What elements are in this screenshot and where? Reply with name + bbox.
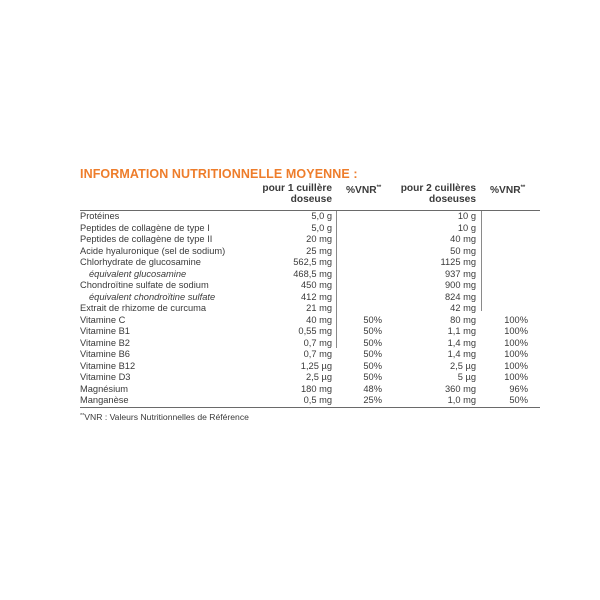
amount-two-scoops: 10 g <box>457 222 476 233</box>
amount-one-scoop: 25 mg <box>306 245 332 256</box>
amount-two-scoops: 900 mg <box>444 280 476 290</box>
amount-two-scoops: 50 mg <box>450 245 476 256</box>
amount-one-scoop: 21 mg <box>306 303 332 313</box>
vnr-one-scoop: 50% <box>363 349 382 359</box>
amount-two-scoops: 40 mg <box>450 234 476 244</box>
amount-one-scoop: 412 mg <box>300 291 332 302</box>
header-one-scoop <box>262 183 332 205</box>
header-vnr-one-sup: ** <box>376 185 382 191</box>
vnr-two-scoops: 100% <box>504 349 528 359</box>
vnr-one-scoop: 50% <box>363 326 382 336</box>
table-row <box>80 292 540 304</box>
vnr-one-scoop: 50% <box>363 314 382 325</box>
header-two-scoops-line2: doseuses <box>429 194 476 205</box>
header-vnr-two <box>490 183 525 196</box>
table-row <box>80 303 540 315</box>
nutrient-name: Protéines <box>80 211 120 221</box>
header-one-scoop-line2: doseuse <box>290 194 332 205</box>
amount-one-scoop: 450 mg <box>300 280 332 290</box>
amount-two-scoops: 1,4 mg <box>447 337 476 348</box>
table-row <box>80 246 540 258</box>
nutrient-name: Peptides de collagène de type I <box>80 222 210 233</box>
table-row <box>80 338 540 350</box>
amount-two-scoops: 1,1 mg <box>447 326 476 336</box>
amount-one-scoop: 40 mg <box>306 314 332 325</box>
vnr-one-scoop: 50% <box>363 372 382 382</box>
amount-one-scoop: 468,5 mg <box>293 268 332 279</box>
nutrient-name: Peptides de collagène de type II <box>80 234 213 244</box>
table-row <box>80 315 540 327</box>
vnr-two-scoops: 100% <box>504 314 528 325</box>
amount-two-scoops: 1125 mg <box>440 257 476 267</box>
amount-one-scoop: 5,0 g <box>311 211 332 221</box>
table-row <box>80 280 540 292</box>
nutrient-name: équivalent chondroïtine sulfate <box>89 291 216 302</box>
amount-two-scoops: 5 µg <box>457 372 476 382</box>
header-vnr-one-label: %VNR <box>346 185 377 196</box>
footnote-sup: ** <box>80 412 85 419</box>
vnr-one-scoop: 25% <box>363 395 382 405</box>
vnr-one-scoop: 50% <box>363 360 382 371</box>
nutrient-name: Chlorhydrate de glucosamine <box>80 257 201 267</box>
vnr-two-scoops: 100% <box>504 337 528 348</box>
amount-one-scoop: 0,5 mg <box>303 395 332 405</box>
amount-one-scoop: 1,25 µg <box>300 360 332 371</box>
table-body <box>80 210 540 407</box>
table-row <box>80 384 540 396</box>
header-vnr-one <box>346 183 381 196</box>
nutrient-name: Vitamine B1 <box>80 326 130 336</box>
amount-two-scoops: 937 mg <box>444 268 476 279</box>
header-one-scoop-line1: pour 1 cuillère <box>262 183 332 194</box>
nutrient-name: Chondroïtine sulfate de sodium <box>80 280 209 290</box>
panel-title: INFORMATION NUTRITIONNELLE MOYENNE : <box>80 167 358 181</box>
footnote <box>80 412 540 422</box>
header-two-scoops <box>401 183 476 205</box>
vnr-two-scoops: 100% <box>504 360 528 371</box>
table-bottom-rule <box>80 407 540 408</box>
table-row <box>80 211 540 223</box>
amount-one-scoop: 5,0 g <box>311 222 332 233</box>
vnr-two-scoops: 50% <box>509 395 528 405</box>
amount-two-scoops: 1,0 mg <box>447 395 476 405</box>
nutrient-name: équivalent glucosamine <box>89 268 187 279</box>
amount-one-scoop: 0,7 mg <box>303 349 332 359</box>
amount-two-scoops: 10 g <box>457 211 476 221</box>
amount-two-scoops: 42 mg <box>450 303 476 313</box>
table-row <box>80 234 540 246</box>
amount-two-scoops: 824 mg <box>444 291 476 302</box>
amount-two-scoops: 80 mg <box>450 314 476 325</box>
table-header <box>80 183 540 210</box>
amount-one-scoop: 0,55 mg <box>298 326 332 336</box>
amount-two-scoops: 2,5 µg <box>449 360 476 371</box>
nutrient-name: Vitamine D3 <box>80 372 131 382</box>
table-row <box>80 223 540 235</box>
header-vnr-two-label: %VNR <box>490 185 521 196</box>
amount-one-scoop: 562,5 mg <box>293 257 332 267</box>
nutrient-name: Vitamine B2 <box>80 337 130 348</box>
vnr-two-scoops: 96% <box>509 383 528 394</box>
table-row <box>80 257 540 269</box>
nutrient-name: Vitamine C <box>80 314 126 325</box>
nutrition-panel <box>80 167 540 422</box>
nutrient-name: Magnésium <box>80 383 129 394</box>
amount-one-scoop: 0,7 mg <box>303 337 332 348</box>
amount-two-scoops: 360 mg <box>444 383 476 394</box>
table-row <box>80 361 540 373</box>
vnr-one-scoop: 50% <box>363 337 382 348</box>
nutrient-name: Vitamine B6 <box>80 349 130 359</box>
table-row <box>80 395 540 407</box>
vnr-one-scoop: 48% <box>363 383 382 394</box>
header-two-scoops-line1: pour 2 cuillères <box>400 183 476 194</box>
nutrient-name: Vitamine B12 <box>80 360 136 371</box>
vnr-two-scoops: 100% <box>504 372 528 382</box>
amount-two-scoops: 1,4 mg <box>447 349 476 359</box>
vnr-two-scoops: 100% <box>504 326 528 336</box>
table-row <box>80 326 540 338</box>
nutrient-name: Manganèse <box>80 395 129 405</box>
header-vnr-two-sup: ** <box>520 185 526 191</box>
amount-one-scoop: 180 mg <box>300 383 332 394</box>
footnote-text: VNR : Valeurs Nutritionnelles de Référence <box>84 411 249 422</box>
nutrient-name: Acide hyaluronique (sel de sodium) <box>80 245 226 256</box>
table-row <box>80 372 540 384</box>
amount-one-scoop: 20 mg <box>306 234 332 244</box>
amount-one-scoop: 2,5 µg <box>305 372 332 382</box>
table-row <box>80 269 540 281</box>
table-row <box>80 349 540 361</box>
nutrient-name: Extrait de rhizome de curcuma <box>80 303 207 313</box>
